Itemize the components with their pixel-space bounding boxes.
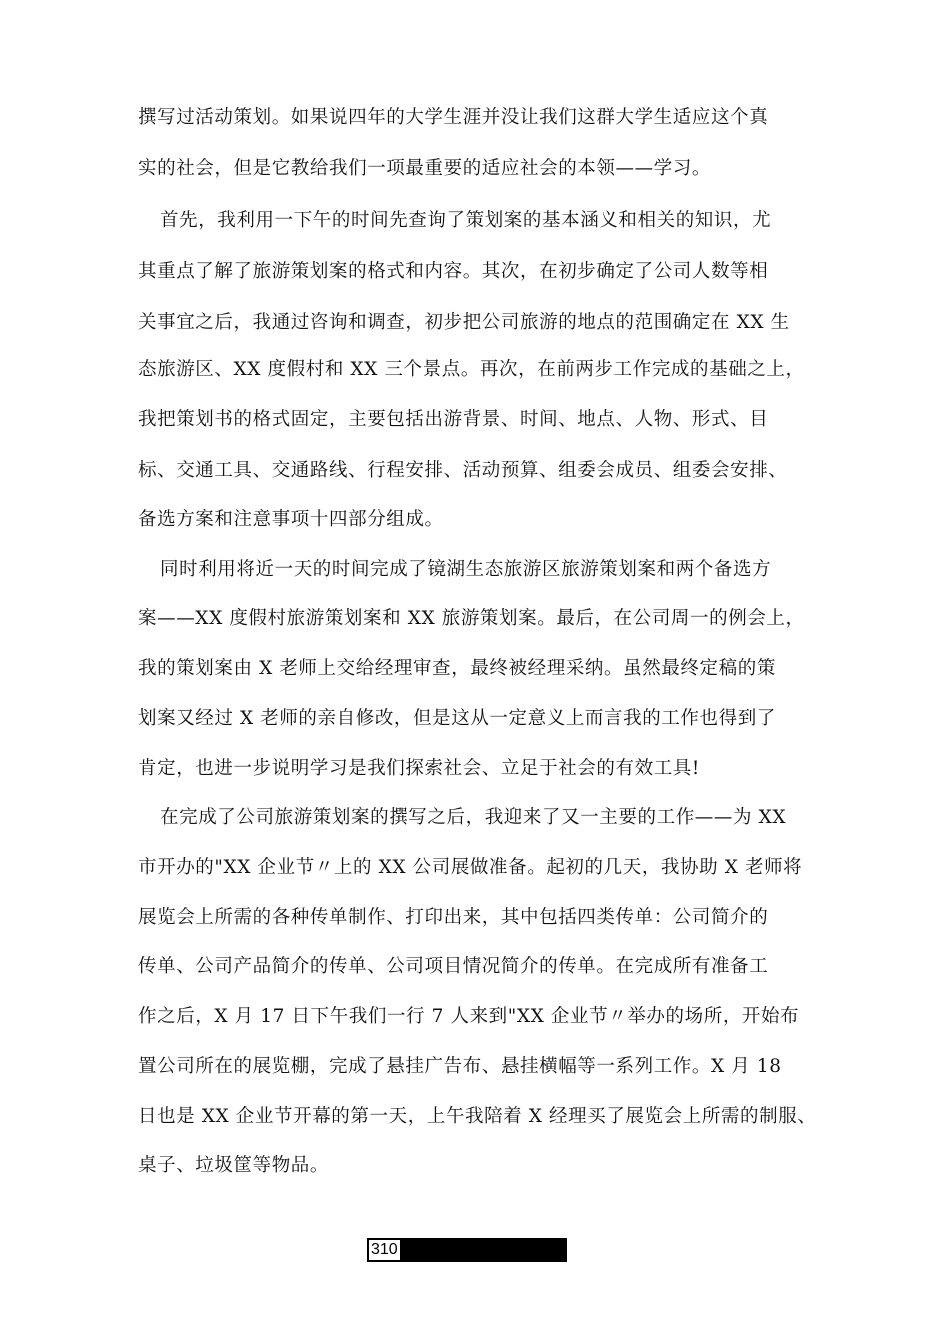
paragraph-line: 实的社会，但是它教给我们一项最重要的适应社会的本领——学习。 — [138, 158, 712, 179]
paragraph-line: 撰写过活动策划。如果说四年的大学生涯并没让我们这群大学生适应这个真 — [138, 107, 769, 128]
paragraph-line: 作之后，X 月 17 日下午我们一行 7 人来到"XX 企业节〃举办的场所，开始布 — [138, 1006, 800, 1027]
paragraph-line: 关事宜之后，我通过咨询和调查，初步把公司旅游的地点的范围确定在 XX 生 — [138, 312, 790, 333]
paragraph-line: 传单、公司产品简介的传单、公司项目情况简介的传单。在完成所有准备工 — [138, 956, 769, 977]
paragraph-line: 案——XX 度假村旅游策划案和 XX 旅游策划案。最后，在公司周一的例会上， — [138, 608, 805, 629]
paragraph-line: 我的策划案由 X 老师上交给经理审查，最终被经理采纳。虽然最终定稿的策 — [138, 658, 776, 679]
paragraph-line: 其重点了解了旅游策划案的格式和内容。其次，在初步确定了公司人数等相 — [138, 261, 769, 282]
paragraph-line: 备选方案和注意事项十四部分组成。 — [138, 509, 444, 530]
paragraph-line: 在完成了公司旅游策划案的撰写之后，我迎来了又一主要的工作——为 XX — [160, 807, 787, 828]
paragraph-line: 同时利用将近一天的时间完成了镜湖生态旅游区旅游策划案和两个备选方 — [160, 559, 772, 580]
paragraph-line: 首先，我利用一下午的时间先查询了策划案的基本涵义和相关的知识，尤 — [160, 210, 772, 231]
paragraph-line: 标、交通工具、交通路线、行程安排、活动预算、组委会成员、组委会安排、 — [138, 460, 788, 481]
paragraph-line: 置公司所在的展览棚，完成了悬挂广告布、悬挂横幅等一系列工作。X 月 18 — [138, 1056, 782, 1077]
paragraph-line: 市开办的"XX 企业节〃上的 XX 公司展做准备。起初的几天，我协助 X 老师将 — [138, 857, 803, 878]
page-number: 310 — [371, 1241, 398, 1258]
paragraph-line: 桌子、垃圾筐等物品。 — [138, 1155, 330, 1176]
paragraph-line: 划案又经过 X 老师的亲自修改，但是这从一定意义上而言我的工作也得到了 — [138, 708, 776, 729]
paragraph-line: 态旅游区、XX 度假村和 XX 三个景点。再次，在前两步工作完成的基础之上， — [138, 359, 805, 380]
paragraph-line: 我把策划书的格式固定，主要包括出游背景、时间、地点、人物、形式、目 — [138, 409, 769, 430]
paragraph-line: 展览会上所需的各种传单制作、打印出来，其中包括四类传单：公司简介的 — [138, 907, 769, 928]
paragraph-line: 日也是 XX 企业节开幕的第一天，上午我陪着 X 经理买了展览会上所需的制服、 — [138, 1106, 817, 1127]
paragraph-line: 肯定，也进一步说明学习是我们探索社会、立足于社会的有效工具! — [138, 758, 700, 779]
